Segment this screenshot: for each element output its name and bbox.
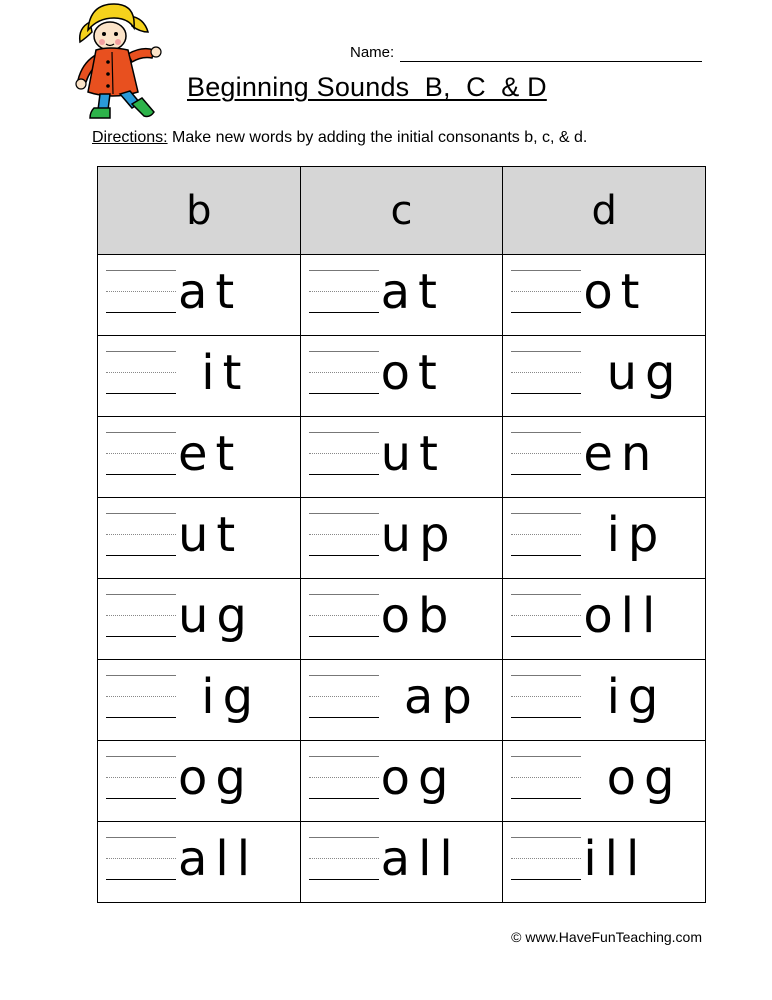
- write-in-blank[interactable]: [511, 432, 581, 475]
- name-label: Name:: [350, 44, 395, 61]
- write-in-blank[interactable]: [309, 594, 379, 637]
- word-cell: [503, 417, 706, 498]
- directions-label: Directions:: [92, 129, 168, 146]
- word-cell: [98, 417, 301, 498]
- word-cell: [300, 498, 503, 579]
- word-ending: all: [380, 831, 461, 887]
- write-in-blank[interactable]: [106, 513, 176, 556]
- write-in-blank[interactable]: [309, 351, 379, 394]
- write-in-blank[interactable]: [309, 837, 379, 880]
- word-ending: ut: [380, 426, 446, 482]
- write-in-blank[interactable]: [511, 837, 581, 880]
- write-in-blank[interactable]: [106, 837, 176, 880]
- word-ending: it: [178, 345, 250, 401]
- write-in-blank[interactable]: [511, 351, 581, 394]
- word-ending: ill: [583, 831, 648, 887]
- page-title: Beginning Sounds B, C & D: [187, 72, 547, 102]
- table-row: [98, 660, 706, 741]
- word-cell: [98, 498, 301, 579]
- write-in-blank[interactable]: [511, 675, 581, 718]
- word-ending: at: [178, 264, 243, 320]
- word-ending: ot: [380, 345, 445, 401]
- word-cell: [98, 579, 301, 660]
- write-in-blank[interactable]: [511, 270, 581, 313]
- word-cell: [503, 822, 706, 903]
- write-in-blank[interactable]: [511, 756, 581, 799]
- directions: [92, 128, 587, 148]
- word-ending: ut: [178, 507, 244, 563]
- word-cell: [300, 255, 503, 336]
- word-ending: ug: [178, 588, 255, 644]
- table-row: [98, 417, 706, 498]
- write-in-blank[interactable]: [309, 270, 379, 313]
- word-ending: og: [583, 750, 683, 806]
- word-cell: [503, 660, 706, 741]
- word-cell: [300, 579, 503, 660]
- word-cell: [98, 336, 301, 417]
- word-cell: [300, 336, 503, 417]
- word-cell: [98, 660, 301, 741]
- word-cell: [300, 660, 503, 741]
- cartoon-girl-mascot-icon: [72, 2, 176, 124]
- table-row: [98, 579, 706, 660]
- name-row: [350, 44, 702, 62]
- word-cell: [503, 498, 706, 579]
- name-field[interactable]: [400, 45, 702, 62]
- column-header-b: b: [98, 167, 301, 255]
- directions-text: Make new words by adding the initial consonants b, c, & d.: [172, 129, 588, 146]
- write-in-blank[interactable]: [106, 594, 176, 637]
- word-ending: ig: [583, 669, 667, 725]
- header-row: [98, 167, 706, 255]
- word-cell: [98, 822, 301, 903]
- word-cell: [300, 417, 503, 498]
- word-ending: ug: [583, 345, 684, 401]
- word-cell: [300, 822, 503, 903]
- table-row: [98, 822, 706, 903]
- word-cell: [503, 255, 706, 336]
- word-ending: og: [380, 750, 457, 806]
- word-ending: oll: [583, 588, 664, 644]
- word-ending: ot: [583, 264, 648, 320]
- word-ending: up: [380, 507, 458, 563]
- word-ending: ob: [380, 588, 457, 644]
- word-cell: [300, 741, 503, 822]
- table-row: [98, 498, 706, 579]
- write-in-blank[interactable]: [309, 675, 379, 718]
- word-cell: [503, 336, 706, 417]
- word-ending: ig: [178, 669, 262, 725]
- write-in-blank[interactable]: [106, 756, 176, 799]
- consonant-grid: [97, 166, 706, 903]
- write-in-blank[interactable]: [309, 756, 379, 799]
- write-in-blank[interactable]: [106, 432, 176, 475]
- word-ending: ap: [380, 669, 480, 725]
- write-in-blank[interactable]: [106, 270, 176, 313]
- word-ending: et: [178, 426, 243, 482]
- word-cell: [98, 741, 301, 822]
- word-ending: ip: [583, 507, 667, 563]
- word-cell: [98, 255, 301, 336]
- word-ending: en: [583, 426, 660, 482]
- write-in-blank[interactable]: [511, 594, 581, 637]
- copyright-footer: © www.HaveFunTeaching.com: [511, 929, 702, 945]
- write-in-blank[interactable]: [309, 513, 379, 556]
- table-row: [98, 255, 706, 336]
- write-in-blank[interactable]: [309, 432, 379, 475]
- word-ending: all: [178, 831, 259, 887]
- write-in-blank[interactable]: [106, 351, 176, 394]
- word-cell: [503, 579, 706, 660]
- table-row: [98, 741, 706, 822]
- write-in-blank[interactable]: [106, 675, 176, 718]
- word-ending: at: [380, 264, 445, 320]
- word-cell: [503, 741, 706, 822]
- column-header-c: c: [300, 167, 503, 255]
- table-row: [98, 336, 706, 417]
- word-ending: og: [178, 750, 254, 806]
- write-in-blank[interactable]: [511, 513, 581, 556]
- column-header-d: d: [503, 167, 706, 255]
